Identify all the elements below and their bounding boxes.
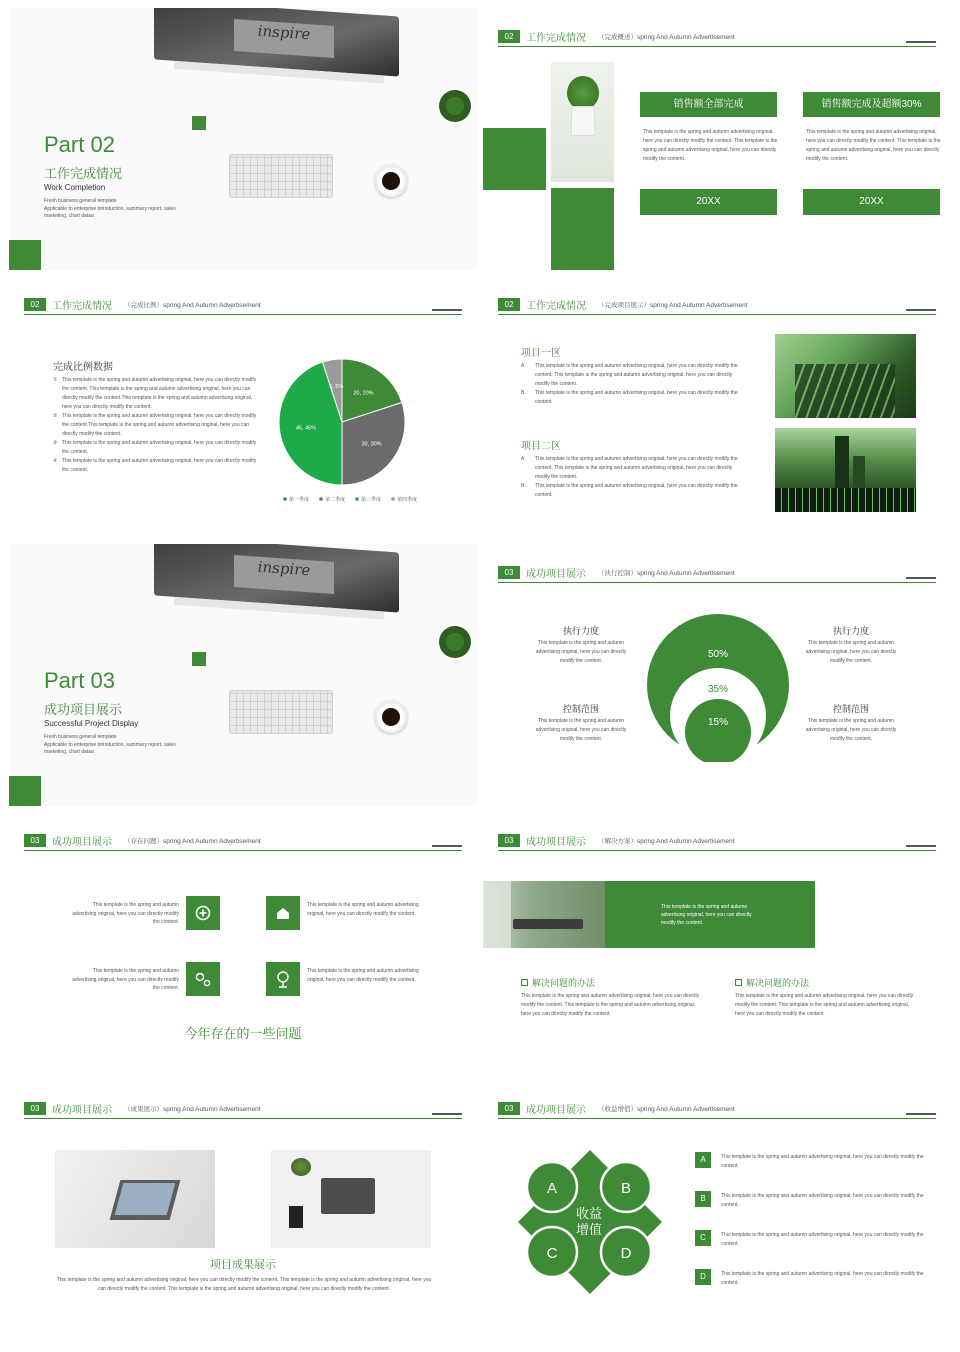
part-label: Part 02 (44, 132, 115, 157)
keyboard-image (229, 154, 333, 198)
value-list (695, 1152, 925, 1308)
pct-50: 50% (707, 649, 729, 660)
pie-chart (279, 354, 477, 514)
accent-square (192, 652, 206, 666)
pie-label-3: 45, 45% (295, 425, 317, 432)
green-block-left (483, 128, 546, 190)
legend-marker-2 (319, 497, 323, 501)
area-2-heading: 项目二区 (521, 441, 561, 452)
svg-text:B: B (620, 1180, 632, 1197)
slide-header: 03 成功项目展示 （收益增值）spring And Autumn Advertisement (498, 1100, 936, 1122)
part-title-cn: 工作完成情况 (44, 166, 123, 181)
control-text-2: This template is the spring and autumn advertising original, here you can directly modify the content. (805, 718, 897, 742)
slide-header: 02 工作完成情况 （完成概述）spring And Autumn Advertisement (498, 28, 936, 50)
pct-35: 35% (707, 684, 729, 695)
list-item: D This template is the spring and autumn advertising original, here you can directly modify the content. (695, 1269, 925, 1308)
legend-marker-4 (391, 497, 395, 501)
corner-square (9, 776, 41, 806)
list-item: B. This template is the spring and autumn advertising original, here you can directly modify the content. (521, 483, 738, 498)
part-title-cn: 成功项目展示 (44, 702, 123, 717)
coffee-cup-image (375, 701, 407, 733)
globe-stand-icon (266, 962, 300, 996)
slide-execution-control (483, 544, 951, 806)
nested-circles-chart (643, 612, 793, 762)
meeting-room-photo (483, 881, 605, 948)
list-item: B. This template is the spring and autumn advertising original, here you can directly modify the content. (521, 390, 738, 405)
plus-circle-icon (186, 896, 220, 930)
list-item: A. This template is the spring and autumn advertising original, here you can directly modify the content. This template is the spring and autumn advertising original, here you can directly modify the content. (521, 363, 738, 387)
part-title-en: Successful Project Display (44, 719, 139, 728)
slide-solutions (483, 812, 951, 1074)
solution-banner: This template is the spring and autumn advertising original, here you can directly modify the content. (605, 881, 815, 948)
slide-header: 03 成功项目展示 （执行控制）spring And Autumn Advertisement (498, 564, 936, 586)
gears-icon (186, 962, 220, 996)
slide-header: 03 成功项目展示 （成果展示）spring And Autumn Advertisement (24, 1100, 462, 1122)
list-item: ④ This template is the spring and autumn advertising original, here you can directly modify the content. (53, 458, 257, 473)
ratio-list (53, 376, 259, 475)
solution-heading-2: 解决问题的办法 (735, 976, 809, 989)
legend-label-3: 第三季度 (361, 497, 382, 503)
problem-icon-1 (186, 896, 220, 930)
solution-heading-1: 解决问题的办法 (521, 976, 595, 989)
slide-part-02 (9, 8, 477, 270)
list-item: A This template is the spring and autumn advertising original, here you can directly modify the content. (695, 1152, 925, 1191)
monitor-image: inspire (154, 544, 399, 648)
svg-text:增值: 增值 (575, 1222, 603, 1237)
svg-text:收益: 收益 (575, 1206, 603, 1221)
slide-project-display (483, 276, 951, 538)
list-item: ③ This template is the spring and autumn advertising original, here you can directly modify the content. (53, 440, 257, 455)
green-block-bottom (551, 188, 614, 270)
keyboard-image (229, 690, 333, 734)
slide-existing-problems (9, 812, 477, 1074)
control-heading-2: 控制范围 (832, 704, 869, 714)
legend-label-1: 第一季度 (289, 497, 310, 503)
legend-label-4: 第四季度 (397, 497, 418, 503)
exec-heading-2: 执行力度 (832, 626, 869, 636)
monitor-image: inspire (154, 8, 399, 112)
problem-text-3: This template is the spring and autumn advertising original, here you can directly modify the content. (72, 968, 179, 991)
problem-icon-3 (186, 962, 220, 996)
slide-value-added (483, 1080, 951, 1342)
solution-text-1: This template is the spring and autumn advertising original, here you can directly modify the content. This template is the spring and autumn advertising original, here you can directly modify the content. (521, 993, 700, 1017)
corner-square (9, 240, 41, 270)
exec-text-2: This template is the spring and autumn advertising original, here you can directly modify the content. (805, 640, 897, 664)
overview-text-2: This template is the spring and autumn advertising original, here you can directly modify the content. This template is the spring and autumn advertising original, here you can directly modify the content. (806, 129, 941, 162)
list-item: ② This template is the spring and autumn advertising original, here you can directly modify the content.This template is the spring and autumn advertising original, here you can directly modify the content. (53, 413, 257, 437)
value-diagram (510, 1142, 670, 1302)
slide-header: 03 成功项目展示 （存在问题）spring And Autumn Advertisement (24, 832, 462, 854)
control-text-1: This template is the spring and autumn advertising original, here you can directly modify the content. (535, 718, 627, 742)
svg-text:C: C (546, 1245, 558, 1262)
area-1-list (521, 362, 743, 407)
part-title-en: Work Completion (44, 183, 106, 192)
slide-header: 03 成功项目展示 （解决方案）spring And Autumn Advertisement (498, 832, 936, 854)
coffee-cup-image (375, 165, 407, 197)
legend-marker-1 (283, 497, 287, 501)
exec-heading-1: 执行力度 (562, 626, 599, 636)
exec-text-1: This template is the spring and autumn advertising original, here you can directly modify the content. (535, 640, 627, 664)
plant-photo (551, 62, 614, 182)
problem-icon-4 (266, 962, 300, 996)
value-box-2: 20XX (803, 189, 940, 215)
slide-header: 02 工作完成情况 （完成比例）spring And Autumn Advertisement (24, 296, 462, 318)
laptop-photo (271, 1150, 431, 1248)
slide-part-03 (9, 544, 477, 806)
control-heading-1: 控制范围 (562, 704, 599, 714)
slide-completion-ratio (9, 276, 477, 538)
part-label: Part 03 (44, 668, 115, 693)
svg-text:A: A (546, 1180, 558, 1197)
problem-text-4: This template is the spring and autumn advertising original, here you can directly modify the content. (307, 968, 419, 983)
problem-text-1: This template is the spring and autumn advertising original, here you can directly modify the content. (72, 902, 179, 925)
legend-marker-3 (355, 497, 359, 501)
slide-completion-overview (483, 8, 951, 270)
home-icon (266, 896, 300, 930)
plant-image (439, 626, 471, 658)
building-photo-1 (775, 334, 916, 418)
results-caption: 项目成果展示 (210, 1259, 276, 1271)
problems-caption: 今年存在的一些问题 (184, 1026, 302, 1041)
checkbox-icon (735, 979, 742, 986)
tablet-photo (55, 1150, 215, 1248)
list-item: ① This template is the spring and autumn advertising original, here you can directly modify the content. This template is the spring and autumn advertising original, here you can directly modify the content.This template is the spring and autumn advertising original, here you can directly modify the content. (53, 377, 257, 410)
plant-image (439, 90, 471, 122)
list-item: B This template is the spring and autumn advertising original, here you can directly modify the content. (695, 1191, 925, 1230)
problem-icon-2 (266, 896, 300, 930)
part-desc: Fresh business general template Applicable to enterprise introduction, summary report, sales marketing, chart dataa (44, 198, 176, 219)
sales-exceed-button[interactable]: 销售额完成及超额30% (803, 92, 940, 117)
value-box-1: 20XX (640, 189, 777, 215)
list-item: A. This template is the spring and autumn advertising original, here you can directly modify the content. This template is the spring and autumn advertising original, here you can directly modify the content. (521, 456, 738, 480)
pie-label-4: 5, 5% (329, 383, 344, 390)
svg-text:D: D (620, 1245, 632, 1262)
pie-label-2: 30, 30% (361, 441, 382, 448)
solution-text-2: This template is the spring and autumn advertising original, here you can directly modify the content. This template is the spring and autumn advertising original, here you can directly modify the content. (735, 993, 914, 1017)
overview-text-1: This template is the spring and autumn advertising original, here you can directly modify the content. This template is the spring and autumn advertising original, here you can directly modify the content. (643, 129, 778, 162)
ratio-heading: 完成比例数据 (53, 362, 113, 373)
area-2-list (521, 455, 743, 500)
part-desc: Fresh business general template Applicable to enterprise introduction, summary report, sales marketing, chart dataa (44, 734, 176, 755)
pct-15: 15% (707, 717, 729, 728)
accent-square (192, 116, 206, 130)
slide-results (9, 1080, 477, 1342)
area-1-heading: 项目一区 (521, 348, 561, 359)
building-photo-2 (775, 428, 916, 512)
list-item: C This template is the spring and autumn advertising original, here you can directly modify the content. (695, 1230, 925, 1269)
pie-label-1: 20, 20% (353, 390, 374, 397)
checkbox-icon (521, 979, 528, 986)
sales-full-button[interactable]: 销售额全部完成 (640, 92, 777, 117)
slide-header: 02 工作完成情况 （完成项目展示）spring And Autumn Advertisement (498, 296, 936, 318)
legend-label-2: 第二季度 (325, 497, 346, 503)
problem-text-2: This template is the spring and autumn advertising original, here you can directly modify the content. (307, 902, 419, 917)
results-text: This template is the spring and autumn advertising original, here you can directly modify the content. This template is the spring and autumn advertising original, here you can directly modify the content. This template is the spring and autumn advertising original, here you can directly modify the content. (56, 1277, 432, 1292)
